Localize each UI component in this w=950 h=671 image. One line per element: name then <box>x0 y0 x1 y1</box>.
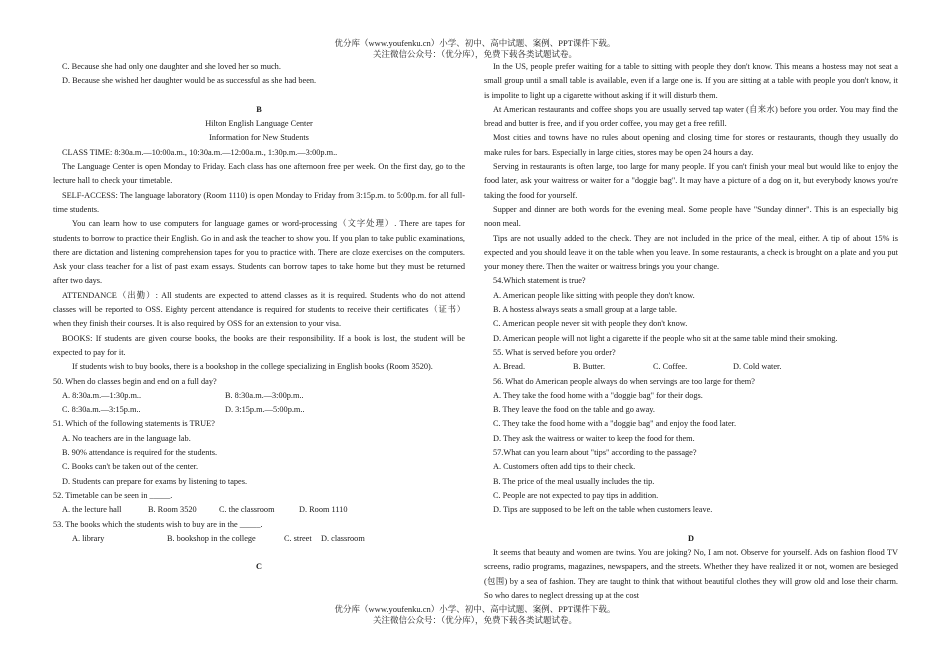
option-a: A. No teachers are in the language lab. <box>62 433 191 443</box>
option-c: C. the classroom <box>219 505 275 515</box>
passage-title: Hilton English Language Center <box>205 119 313 129</box>
option-c: C. street <box>284 533 312 543</box>
question-51: 51. Which of the following statements is TRUE? <box>53 419 215 429</box>
question-54: 54.Which statement is true? <box>493 276 586 286</box>
option-d: D. Cold water. <box>733 362 782 372</box>
option-c: C. Coffee. <box>653 362 688 372</box>
option-b: B. bookshop in the college <box>167 533 256 543</box>
option-b: B. Room 3520 <box>148 505 197 515</box>
paragraph: You can learn how to use computers for language games or word-processing（文字处理）. There are tapes for students to borrow to practice their English. Go in and ask the teacher to show you. If you plan to take public examinations, there are dictation and listening comprehension tapes for you to practice with. There are cloze exercises on the computers. Ask your class teacher for a list of past exam essays. Students can borrow tapes to take home but they must be returned after two days. <box>53 219 465 286</box>
prev-option-d: D. Because she wished her daughter would be as successful as she had been. <box>62 76 317 86</box>
section-d-heading: D <box>688 533 694 543</box>
option-d: D. classroom <box>321 533 365 543</box>
paragraph: The Language Center is open Monday to Friday. Each class has one afternoon free per week. On the first day, go to the lecture hall to check your timetable. <box>53 162 465 186</box>
option-b: B. 8:30a.m.—3:00p.m.. <box>225 390 304 400</box>
option-a: A. the lecture hall <box>62 505 122 515</box>
footer-line-1: 优分库（www.youfenku.cn）小学、初中、高中试题、案例、PPT课件下载。 <box>334 604 616 614</box>
option-c: C. People are not expected to pay tips in addition. <box>493 490 659 500</box>
footer-line-2: 关注微信公众号：（优分库），免费下载各类试题试卷。 <box>372 615 577 625</box>
section-b-heading: B <box>256 104 262 114</box>
option-a: A. library <box>72 533 105 543</box>
paragraph: If students wish to buy books, there is a bookshop in the college specializing in English books (Room 3520). <box>72 362 433 372</box>
options-row <box>53 503 465 517</box>
left-column <box>53 60 465 575</box>
class-time: CLASS TIME: 8:30a.m.—10:00a.m., 10:30a.m.—12:00a.m., 1:30p.m.—3:00p.m.. <box>62 147 338 157</box>
option-b: B. Butter. <box>573 362 606 372</box>
paragraph: Serving in restaurants is often large, too large for many people. If you can't finish your meal but would like to enjoy the food later, ask your waitress or waiter for a "doggie bag". It may have a picture of a dog on it, but everybody knows you're taking the food for yourself. <box>484 162 898 200</box>
question-57: 57.What can you learn about "tips" according to the passage? <box>493 448 697 458</box>
section-c-heading: C <box>256 562 262 572</box>
paragraph: ATTENDANCE（出勤）: All students are expected to attend classes as it is required. Students who do not attend classes will be reported to OSS. Eighty percent attendance is required for students to receive their certificates（证书）when they finish their courses. It is also required by OSS for an extension to your visa. <box>53 290 465 329</box>
paragraph: BOOKS: If students are given course books, the books are their responsibility. If a book is lost, the student will be expected to pay for it. <box>53 333 465 357</box>
option-b: B. A hostess always seats a small group at a large table. <box>493 305 677 315</box>
option-a: A. Bread. <box>493 362 526 372</box>
question-55: 55. What is served before you order? <box>493 347 616 357</box>
option-b: B. 90% attendance is required for the students. <box>62 448 218 458</box>
option-c: C. Books can't be taken out of the center. <box>62 462 199 472</box>
options-row <box>484 360 898 374</box>
option-b: B. The price of the meal usually includes the tip. <box>493 476 655 486</box>
paragraph: At American restaurants and coffee shops you are usually served tap water (自来水) before you order. You may find the bread and butter is free, and if you order coffee, you may get a free refill. <box>484 104 898 129</box>
prev-option-c: C. Because she had only one daughter and she loved her so much. <box>62 62 281 71</box>
option-c: C. American people never sit with people they don't know. <box>493 319 688 329</box>
paragraph: Tips are not usually added to the check. They are not included in the price of the meal, either. A tip of about 15% is expected and you should leave it on the table when you leave. In some restaurants, a check is brought on a plate and you put your money there. Then the waiter or waitress brings you your change. <box>484 233 898 272</box>
passage-subtitle: Information for New Students <box>209 133 309 143</box>
option-a: A. American people like sitting with people they don't know. <box>493 290 695 300</box>
option-b: B. They leave the food on the table and go away. <box>493 405 655 415</box>
option-a: A. They take the food home with a "doggie bag" for their dogs. <box>493 390 703 400</box>
option-a: A. 8:30a.m.—1:30p.m.. <box>62 390 142 400</box>
page-footer <box>0 604 950 626</box>
paragraph: SELF-ACCESS: The language laboratory (Room 1110) is open Monday to Friday from 3:15p.m. to 5:00p.m. for all full-time students. <box>53 190 465 214</box>
option-c: C. They take the food home with a "doggie bag" and enjoy the food later. <box>493 419 737 429</box>
option-d: D. They ask the waitress or waiter to keep the food for them. <box>493 433 695 443</box>
paragraph: Most cities and towns have no rules about opening and closing time for stores or restaurants, though they usually do make rules for bars. Especially in large cities, stores may be open 24 hours a day. <box>484 133 898 157</box>
question-53: 53. The books which the students wish to buy are in the _____. <box>53 519 263 529</box>
paragraph: In the US, people prefer waiting for a table to sitting with people they don't know. This means a hostess may not seat a small group until a small table is available, even if a large one is. If you are sitting at a table with people you don't know, it is impolite to light up a cigarette without asking if it will disturb them. <box>484 62 898 100</box>
question-56: 56. What do American people always do when servings are too large for them? <box>493 376 755 386</box>
option-d: D. 3:15p.m.—5:00p.m.. <box>225 405 305 415</box>
question-52: 52. Timetable can be seen in _____. <box>53 490 173 500</box>
option-a: A. Customers often add tips to their check. <box>493 462 636 472</box>
paragraph: It seems that beauty and women are twins. You are joking? No, I am not. Observe for yourself. Ads on fashion flood TV screens, radio programs, magazines, newspapers, and the streets. Whether they have realized it or not, women are besieged (包围) by a sea of fashion. They are taught to think that without beautiful clothes they will grow old and lose their charm. So who dares to neglect dressing up at the cost <box>484 548 898 600</box>
option-d: D. Students can prepare for exams by listening to tapes. <box>62 476 248 486</box>
options-row <box>53 532 465 546</box>
header-line-2: 关注微信公众号：（优分库），免费下载各类试题试卷。 <box>372 49 577 59</box>
option-d: D. Room 1110 <box>299 505 348 515</box>
paragraph: Supper and dinner are both words for the evening meal. Some people have "Sunday dinner". This is an especially big noon meal. <box>484 204 898 229</box>
right-column <box>484 60 898 603</box>
options-row <box>53 389 465 403</box>
header-line-1: 优分库（www.youfenku.cn）小学、初中、高中试题、案例、PPT课件下载。 <box>334 38 616 48</box>
option-c: C. 8:30a.m.—3:15p.m.. <box>62 405 141 415</box>
options-row <box>53 403 465 417</box>
page-header <box>0 38 950 60</box>
option-d: D. American people will not light a cigarette if the people who sit at the same table mind their smoking. <box>493 333 838 343</box>
question-50: 50. When do classes begin and end on a full day? <box>53 376 217 386</box>
option-d: D. Tips are supposed to be left on the table when customers leave. <box>493 505 713 515</box>
